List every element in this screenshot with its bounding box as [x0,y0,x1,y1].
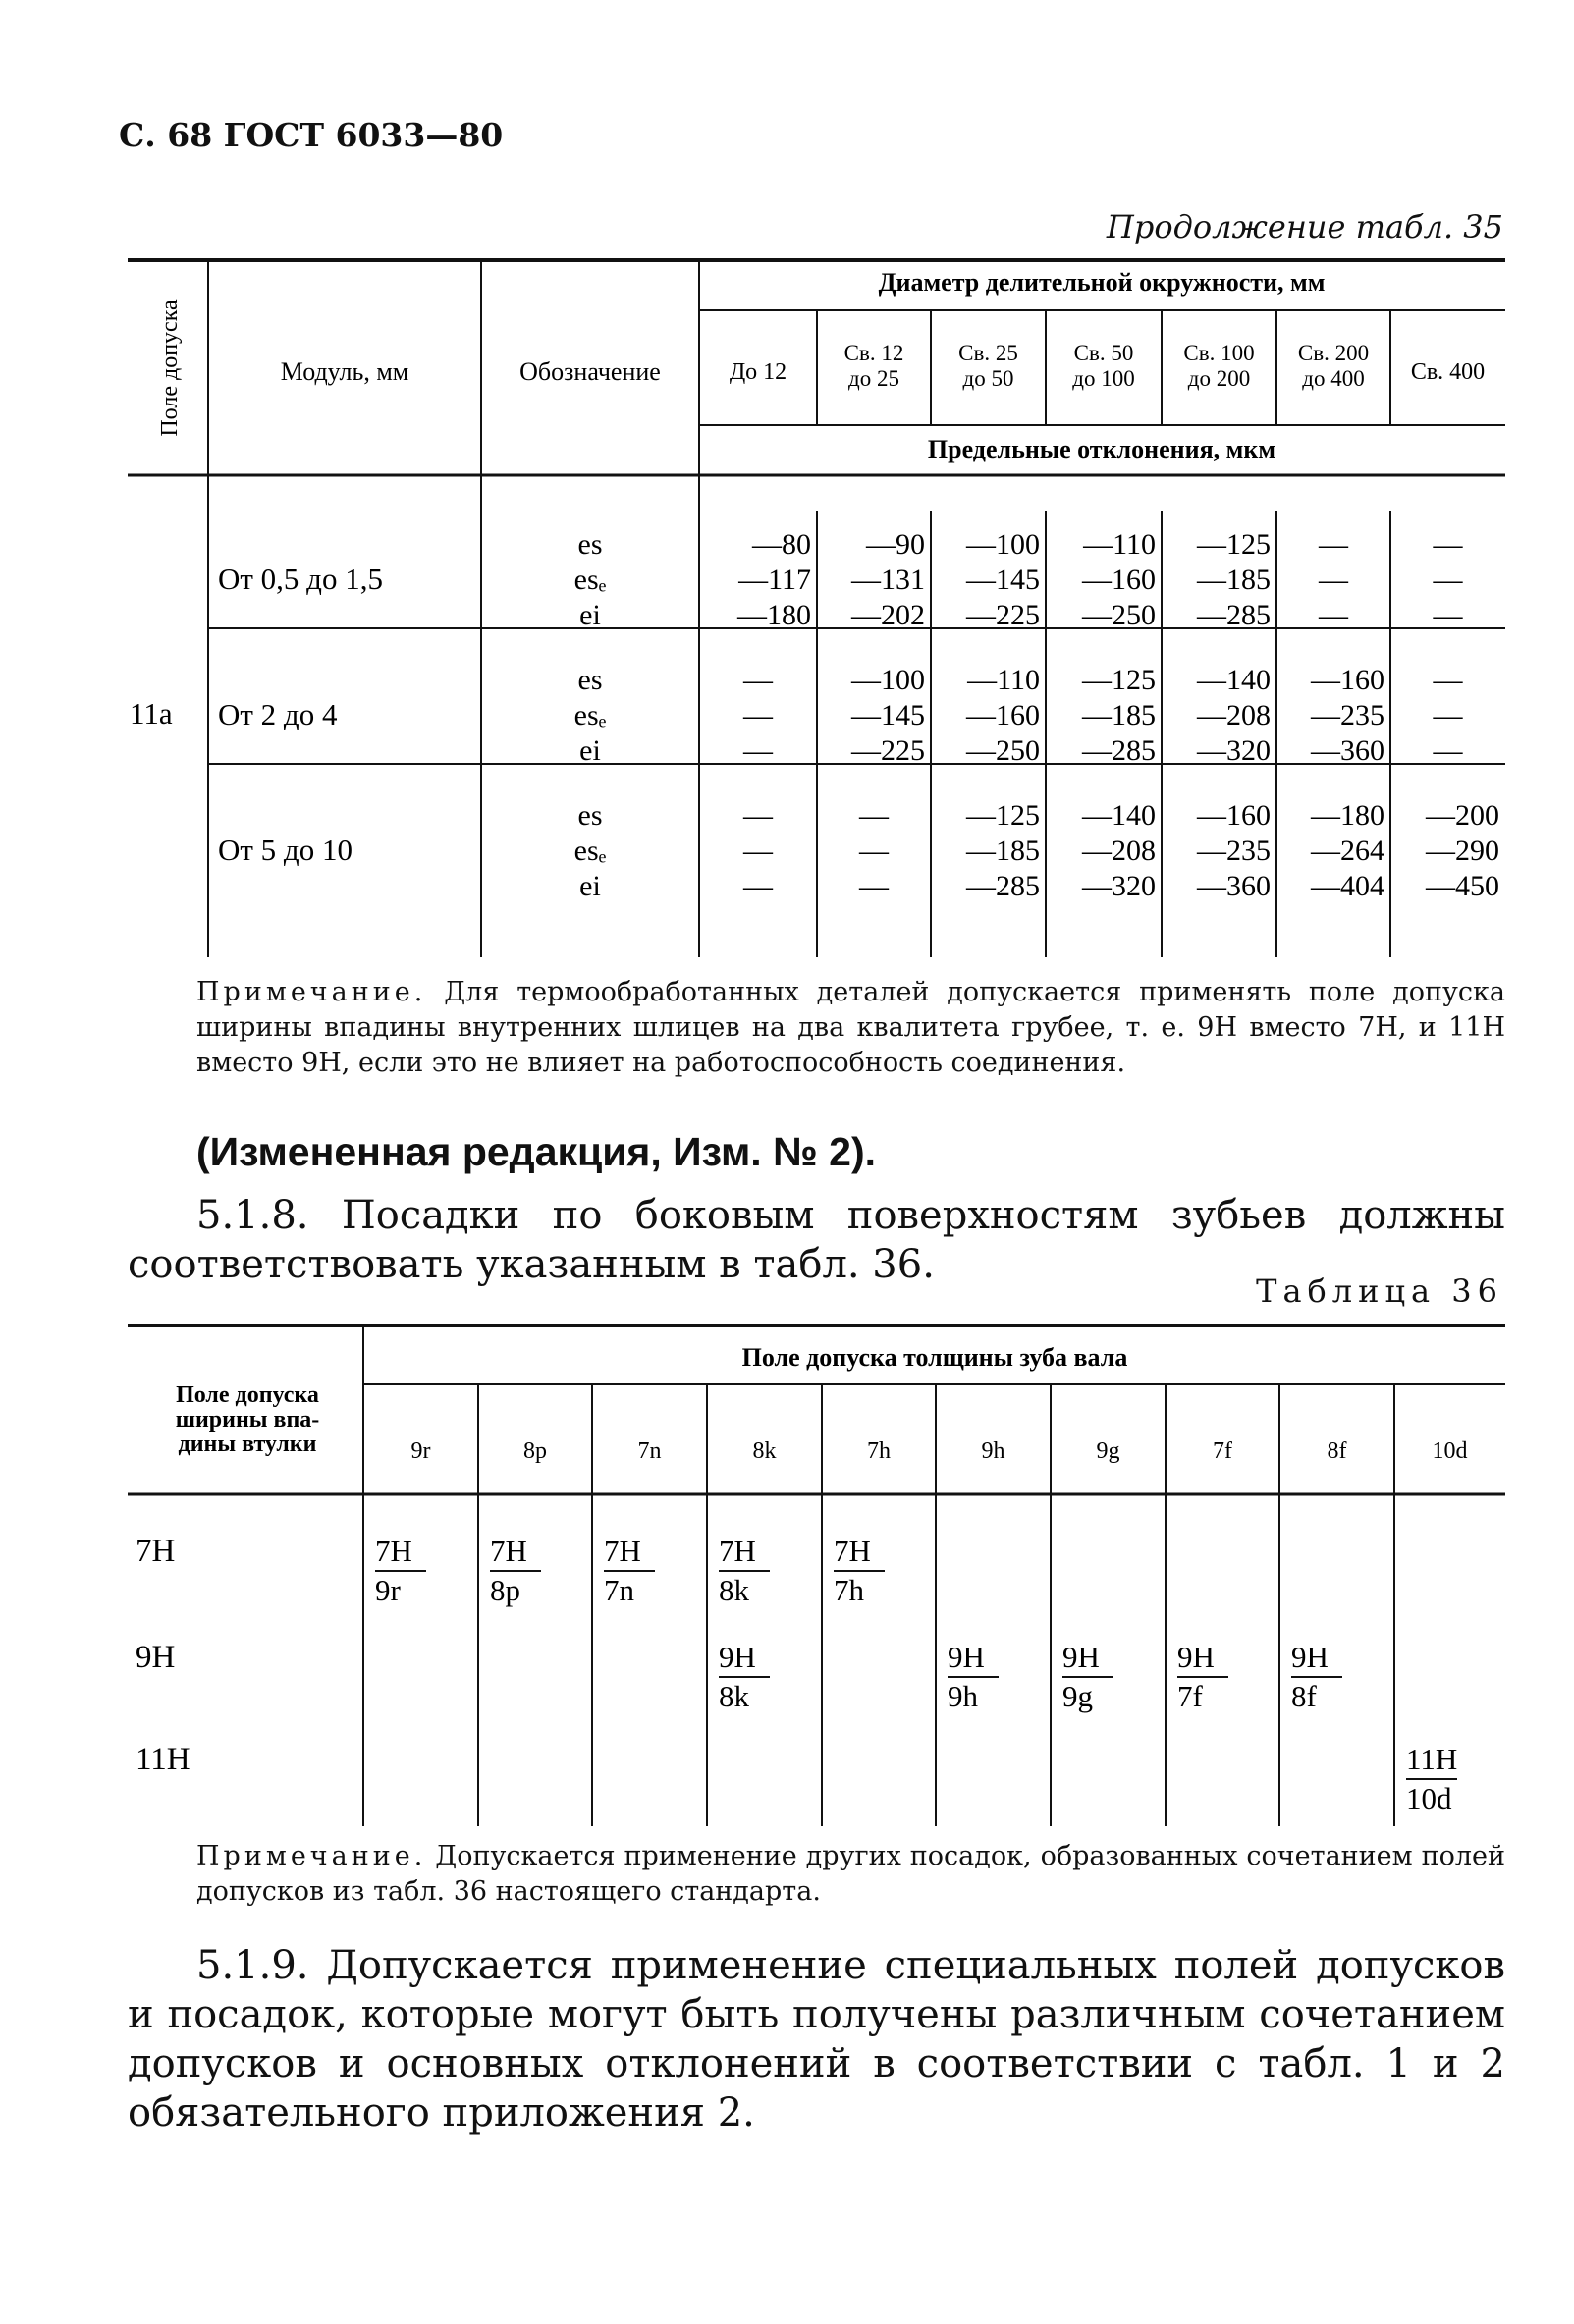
deviation-value: —450 [1426,870,1499,902]
deviation-value: —185 [966,835,1040,867]
deviation-value: —208 [1082,835,1156,867]
deviation-symbol: ei [579,870,601,902]
fit-denominator: 9g [1062,1679,1093,1713]
fit-denominator: 9h [948,1679,978,1713]
deviation-value: —360 [1311,734,1384,767]
note-2 [196,1839,1505,1910]
diameter-col-header: до 100 [1072,366,1135,391]
deviation-value: —180 [1311,799,1384,832]
diameter-col-header: Св. 200 [1297,341,1370,365]
fit-numerator: 9H [719,1640,756,1674]
t36-col-header: 8p [523,1438,547,1464]
deviation-value: — [1433,699,1463,731]
t35-deviation-header: Предельные отклонения, мкм [927,435,1276,463]
deviation-value: —100 [966,528,1040,561]
diameter-col-header: до 25 [848,366,899,391]
diameter-col-header: до 200 [1187,366,1251,391]
deviation-value: —131 [851,564,925,596]
deviation-value: —160 [966,699,1040,731]
deviation-value: —117 [738,564,811,596]
t36-row-label: 11Н [136,1742,190,1777]
deviation-value: — [1433,664,1463,696]
deviation-value: —145 [966,564,1040,596]
amendment-note: (Измененная редакция, Изм. № 2). [196,1129,877,1174]
fit-denominator: 8k [719,1679,749,1713]
deviation-value: —100 [851,664,925,696]
fit-numerator: 9H [1062,1640,1100,1674]
fit-denominator: 8p [490,1573,520,1607]
deviation-value: — [859,799,889,832]
deviation-value: —140 [1197,664,1271,696]
deviation-value: — [1319,599,1348,631]
fit-numerator: 9H [948,1640,985,1674]
deviation-value: — [743,699,773,731]
note-1 [196,975,1505,1081]
table-36-title: Таблица 36 [1256,1272,1503,1310]
deviation-value: —360 [1197,870,1271,902]
fit-numerator: 7H [375,1534,412,1568]
tolerance-field-value: 11а [130,696,173,730]
deviation-value: —110 [967,664,1040,696]
deviation-value: —90 [866,528,925,561]
deviation-symbol: esₑ [573,564,607,596]
deviation-value: —235 [1197,835,1271,867]
t36-row-label: 9Н [136,1640,176,1675]
fit-denominator: 8k [719,1573,749,1607]
deviation-value: —110 [1083,528,1156,561]
deviation-value: — [1319,528,1348,561]
paragraph-5-1-8: 5.1.8. Посадки по боковым поверхностям зубьев должны соответствовать указанным в табл. 36. [128,1193,1505,1287]
deviation-symbol: es [577,664,603,696]
deviation-value: —225 [966,599,1040,631]
fit-numerator: 7H [834,1534,871,1568]
fit-denominator: 10d [1406,1781,1452,1815]
deviation-value: —200 [1426,799,1499,832]
note-1-text: Для термообработанных деталей допускается применять поле допуска ширины впадины внутренних шлицев на два квалитета грубее, т. е. 9Н вместо 7Н, и 11Н вместо 9Н, если это не влияет на работоспособность соединения. [196,977,1505,1078]
deviation-value: —125 [1197,528,1271,561]
deviation-symbol: ei [579,734,601,767]
fit-numerator: 7H [719,1534,756,1568]
deviation-value: —160 [1082,564,1156,596]
fit-numerator: 9H [1177,1640,1215,1674]
t36-row-label: 7Н [136,1534,176,1569]
note-2-text: Допускается применение других посадок, образованных сочетанием полей допусков из табл. 36 настоящего стандарта. [196,1841,1505,1907]
deviation-value: —320 [1082,870,1156,902]
deviation-value: —160 [1311,664,1384,696]
table-continuation-label: Продолжение табл. 35 [1106,208,1503,245]
fit-denominator: 9r [375,1573,401,1607]
page-header: С. 68 ГОСТ 6033—80 [119,116,504,154]
note-1-lead: Примечание. [196,977,427,1007]
deviation-value: —202 [851,599,925,631]
deviation-value: — [1433,734,1463,767]
t36-col-header: 7n [637,1438,662,1464]
t36-col-header: 9g [1096,1438,1120,1464]
deviation-value: — [859,835,889,867]
module-range: От 0,5 до 1,5 [218,562,383,596]
deviation-value: —125 [966,799,1040,832]
t36-col-header: 8f [1327,1438,1347,1464]
deviation-symbol: es [577,528,603,561]
deviation-value: —290 [1426,835,1499,867]
t36-col-header: 7h [867,1438,891,1464]
deviation-value: — [743,870,773,902]
t36-col-header: 10d [1432,1438,1468,1464]
t35-col-tolerance: Поле допуска [157,299,183,437]
paragraph-5-1-9: 5.1.9. Допускается применение специальных полей допусков и посадок, которые могут быть получены различным сочетанием допусков и основных отклонений в соответствии с табл. 1 и 2 обязательного приложения 2. [128,1943,1505,2135]
diameter-col-header: Св. 12 [843,341,904,365]
t36-col-group-header: Поле допуска толщины зуба вала [741,1343,1128,1372]
fit-denominator: 7n [604,1573,634,1607]
deviation-value: —404 [1311,870,1384,902]
fit-numerator: 7H [490,1534,527,1568]
deviation-value: —185 [1197,564,1271,596]
t36-row-header-line1: Поле допуска [176,1382,319,1408]
deviation-value: — [743,799,773,832]
deviation-symbol: esₑ [573,699,607,731]
module-range: От 5 до 10 [218,833,353,867]
t35-diameter-header: Диаметр делительной окружности, мм [878,268,1326,297]
deviation-value: —145 [851,699,925,731]
deviation-value: —235 [1311,699,1384,731]
deviation-value: —264 [1311,835,1384,867]
deviation-value: —125 [1082,664,1156,696]
t36-col-header: 8k [752,1438,777,1464]
fit-denominator: 7f [1177,1679,1203,1713]
diameter-col-header: Св. 400 [1410,359,1486,385]
t35-col-module: Модуль, мм [280,357,409,386]
deviation-value: —285 [1082,734,1156,767]
deviation-value: —140 [1082,799,1156,832]
deviation-value: —180 [737,599,811,631]
deviation-value: —160 [1197,799,1271,832]
fit-numerator: 7H [604,1534,641,1568]
fit-numerator: 11H [1406,1742,1458,1776]
t35-col-designation: Обозначение [519,357,661,386]
deviation-value: — [743,835,773,867]
diameter-col-header: Св. 25 [958,341,1018,365]
diameter-col-header: до 400 [1302,366,1365,391]
deviation-symbol: esₑ [573,835,607,867]
deviation-symbol: es [577,799,603,832]
fit-denominator: 8f [1291,1679,1317,1713]
diameter-col-header: до 50 [962,366,1014,391]
deviation-value: — [1433,599,1463,631]
t36-row-header-line3: дины втулки [178,1432,317,1457]
t36-col-header: 7f [1213,1438,1232,1464]
deviation-value: — [743,734,773,767]
deviation-value: — [1319,564,1348,596]
diameter-col-header: Св. 50 [1073,341,1134,365]
deviation-value: —185 [1082,699,1156,731]
t36-col-header: 9r [410,1438,431,1464]
deviation-value: —80 [752,528,811,561]
deviation-value: —208 [1197,699,1271,731]
deviation-value: — [1433,528,1463,561]
module-range: От 2 до 4 [218,697,338,731]
t36-row-header-line2: ширины впа- [175,1407,320,1432]
deviation-value: — [859,870,889,902]
fit-numerator: 9H [1291,1640,1329,1674]
deviation-value: —320 [1197,734,1271,767]
deviation-value: —225 [851,734,925,767]
deviation-value: — [1433,564,1463,596]
fit-denominator: 7h [834,1573,864,1607]
deviation-value: —250 [1082,599,1156,631]
diameter-col-header: Св. 100 [1183,341,1255,365]
table-35 [0,0,1574,982]
deviation-value: —285 [1197,599,1271,631]
t36-col-header: 9h [981,1438,1005,1464]
deviation-symbol: ei [579,599,601,631]
deviation-value: —250 [966,734,1040,767]
diameter-col-header: До 12 [729,359,787,385]
deviation-value: — [743,664,773,696]
deviation-value: —285 [966,870,1040,902]
note-2-lead: Примечание. [196,1841,427,1871]
